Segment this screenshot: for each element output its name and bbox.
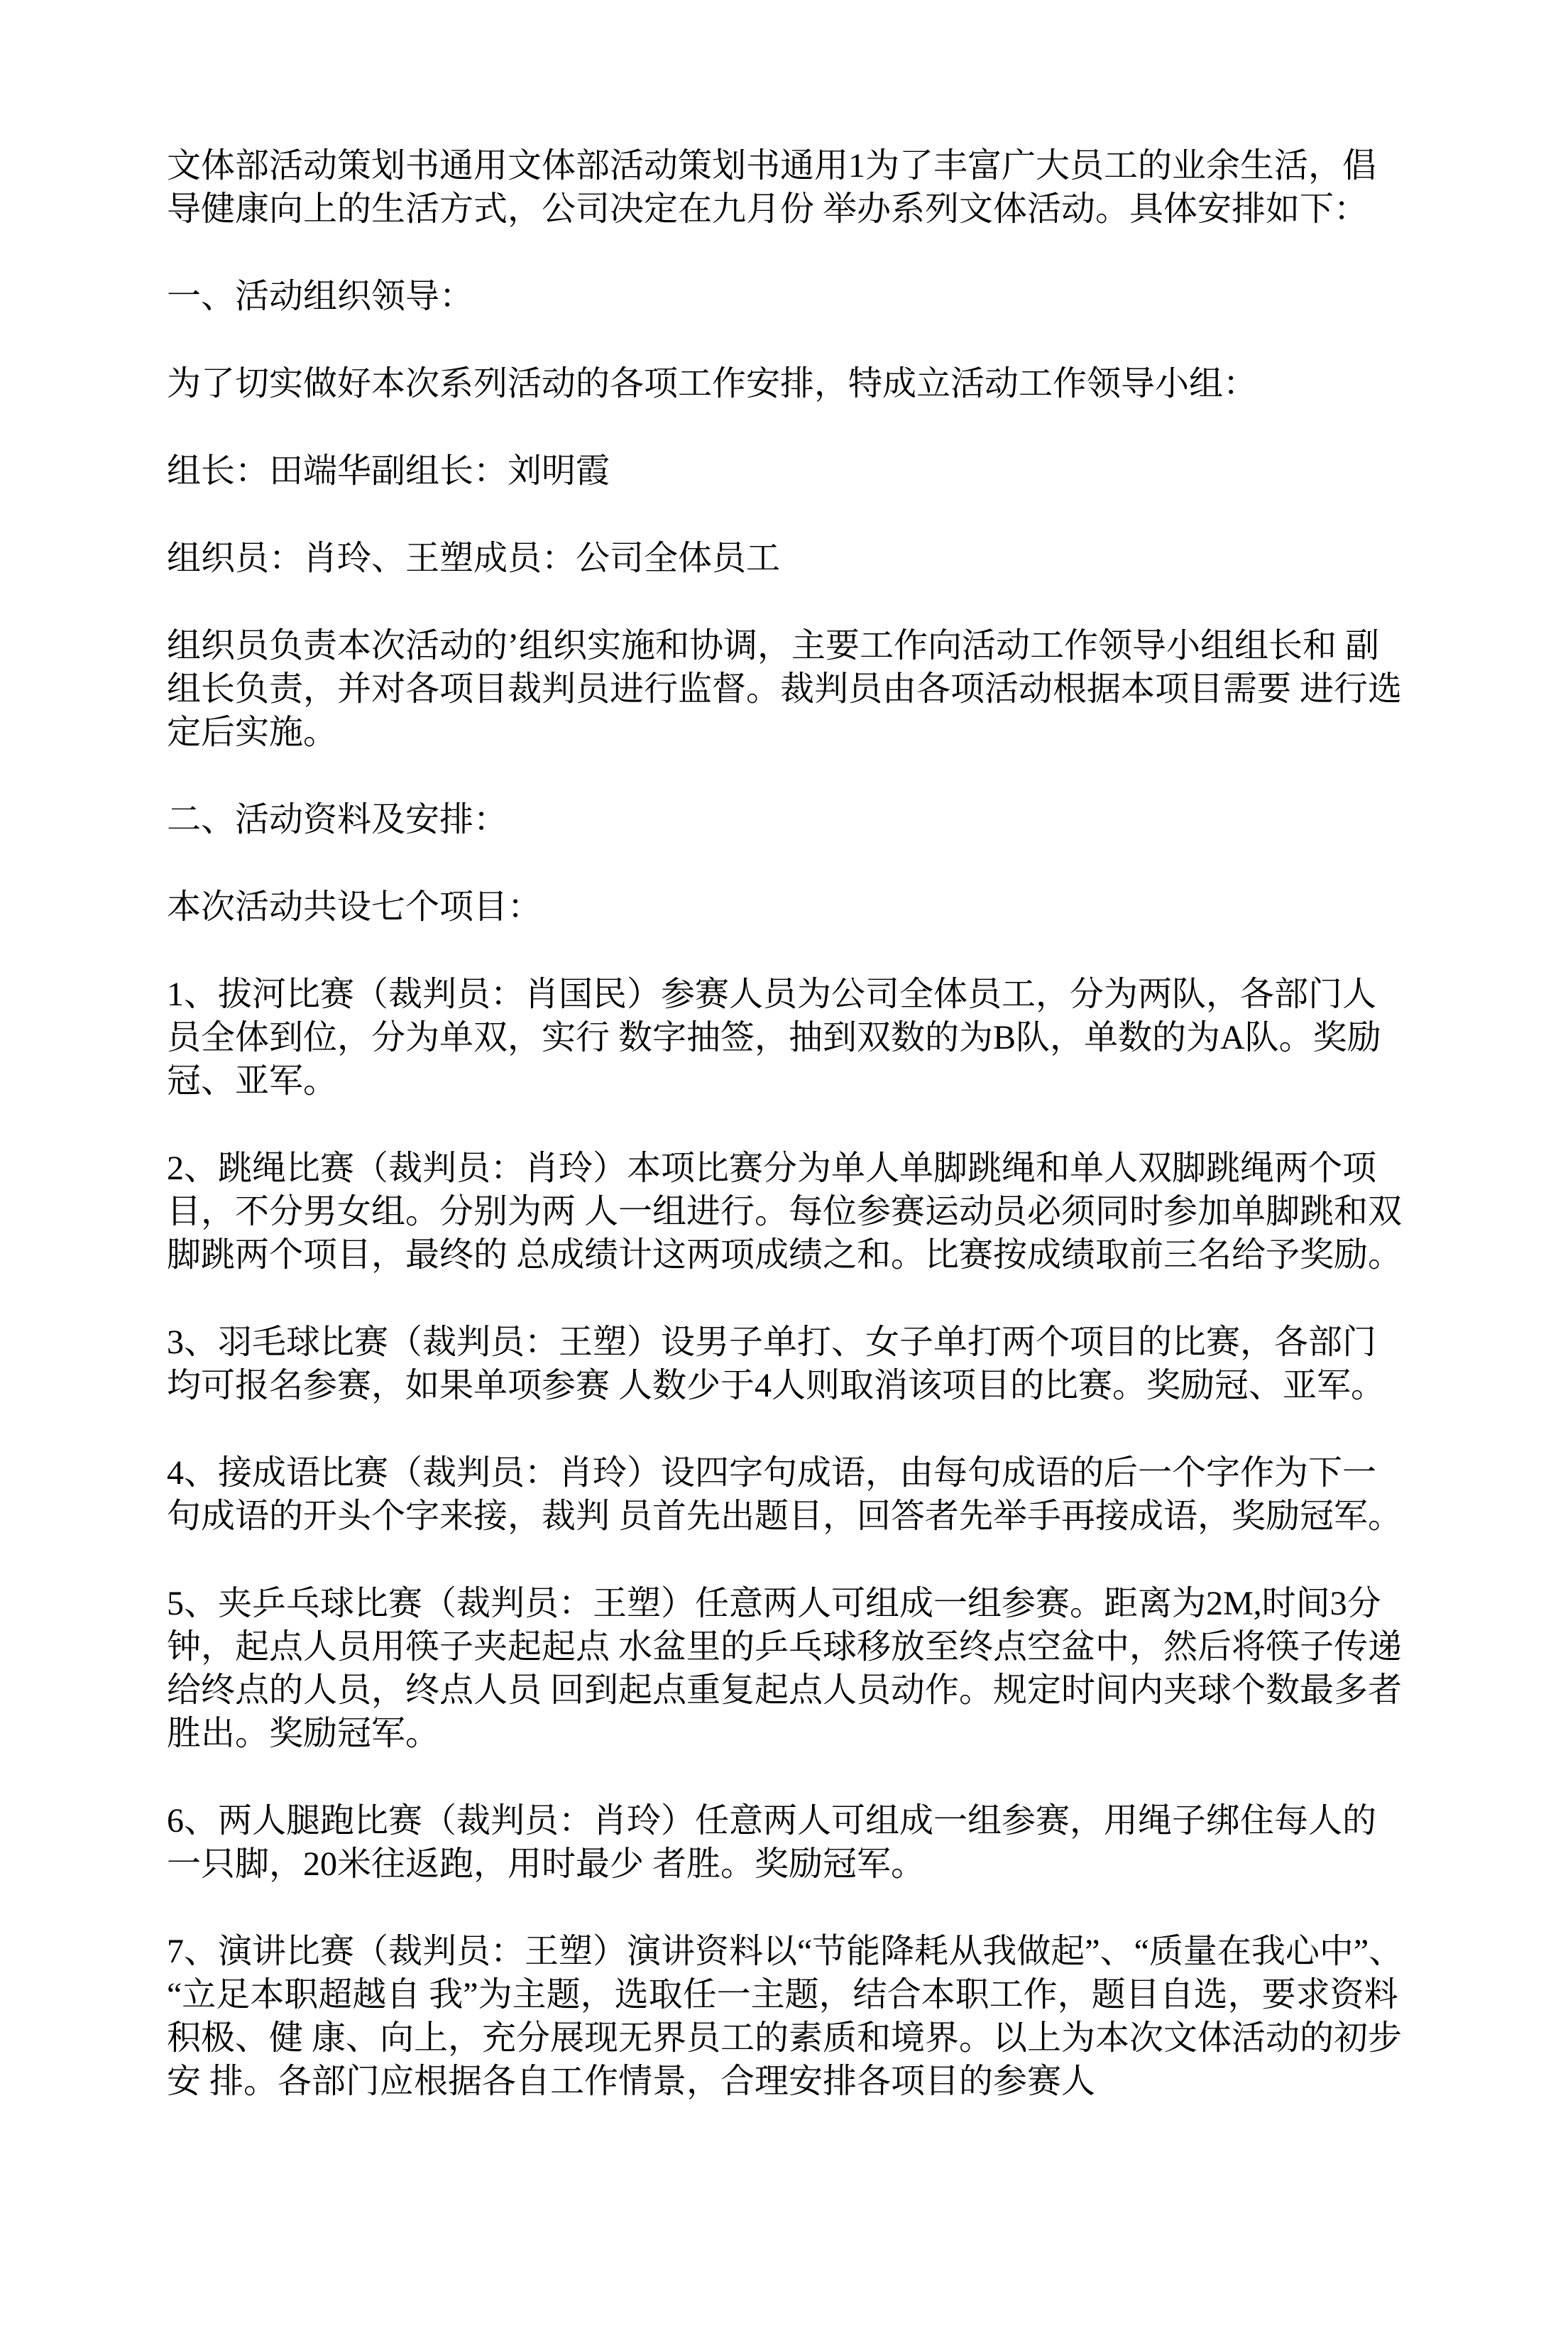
paragraph: 为了切实做好本次系列活动的各项工作安排，特成立活动工作领导小组： — [167, 365, 1258, 403]
paragraph: 2、跳绳比赛（裁判员：肖玲）本项比赛分为单人单脚跳绳和单人双脚跳绳两个项目，不分男女组。分别为两 人一组进行。每位参赛运动员必须同时参加单脚跳和双脚跳两个项目，最终的 总成绩计这两项成绩之和。比赛按成绩取前三名给予奖励。 — [167, 1149, 1403, 1274]
paragraph: 二、活动资料及安排： — [167, 801, 508, 839]
document-body — [167, 144, 1405, 2103]
paragraph: 6、两人腿跑比赛（裁判员：肖玲）任意两人可组成一组参赛，用绳子绑住每人的一只脚，20米往返跑，用时最少 者胜。奖励冠军。 — [167, 1802, 1377, 1883]
paragraph: 5、夹乒乓球比赛（裁判员：王塑）任意两人可组成一组参赛。距离为2M,时间3分钟，起点人员用筷子夹起起点 水盆里的乒乓球移放至终点空盆中，然后将筷子传递给终点的人员，终点人员 回到起点重复起点人员动作。规定时间内夹球个数最多者胜出。奖励冠军。 — [167, 1585, 1403, 1752]
paragraph: 一、活动组织领导： — [167, 278, 474, 315]
paragraph: 组长：田端华副组长：刘明霞 — [167, 452, 610, 490]
paragraph: 3、羽毛球比赛（裁判员：王塑）设男子单打、女子单打两个项目的比赛，各部门均可报名参赛，如果单项参赛 人数少于4人则取消该项目的比赛。奖励冠、亚军。 — [167, 1323, 1386, 1404]
paragraph: 组织员负责本次活动的’组织实施和协调，主要工作向活动工作领导小组组长和 副组长负责，并对各项目裁判员进行监督。裁判员由各项活动根据本项目需要 进行选定后实施。 — [167, 627, 1403, 751]
paragraph: 本次活动共设七个项目： — [167, 888, 542, 926]
paragraph: 7、演讲比赛（裁判员：王塑）演讲资料以“节能降耗从我做起”、“质量在我心中”、“立足本职超越自 我”为主题，选取任一主题，结合本职工作，题目自选，要求资料积极、健 康、向上，充分展现无界员工的素质和境界。以上为本次文体活动的初步安 排。各部门应根据各自工作情景，合理安排各项目的参赛人 — [167, 1933, 1403, 2100]
paragraph: 文体部活动策划书通用文体部活动策划书通用1为了丰富广大员工的业余生活，倡导健康向上的生活方式，公司决定在九月份 举办系列文体活动。具体安排如下： — [167, 147, 1377, 228]
paragraph: 组织员：肖玲、王塑成员：公司全体员工 — [167, 540, 781, 577]
paragraph: 1、拔河比赛（裁判员：肖国民）参赛人员为公司全体员工，分为两队，各部门人员全体到位，分为单双，实行 数字抽签，抽到双数的为B队，单数的为A队。奖励冠、亚军。 — [167, 976, 1381, 1100]
paragraph: 4、接成语比赛（裁判员：肖玲）设四字句成语，由每句成语的后一个字作为下一句成语的开头个字来接，裁判 员首先出题目，回答者先举手再接成语，奖励冠军。 — [167, 1454, 1403, 1535]
